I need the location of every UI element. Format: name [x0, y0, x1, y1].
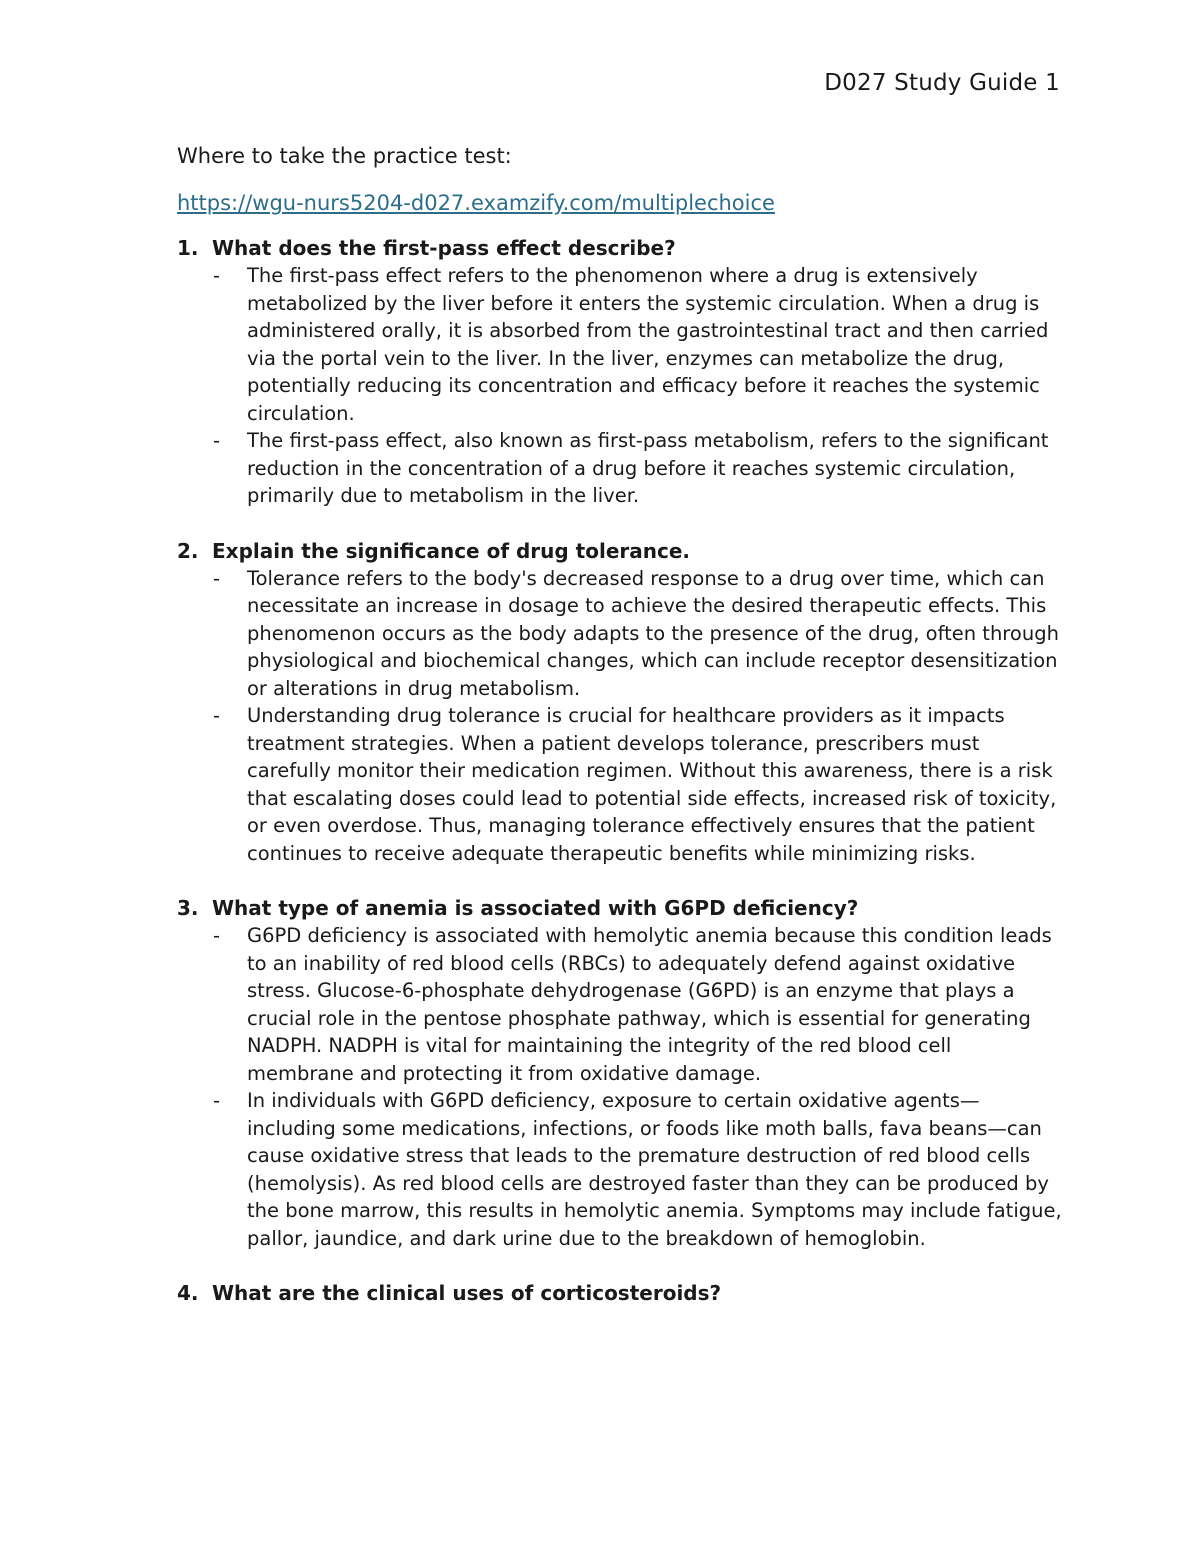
answer-text: Understanding drug tolerance is crucial for healthcare providers as it impacts treatment strategies. When a patient develops tolerance, prescribers must carefully monitor their medication regimen. Without this awareness, there is a risk that escalating doses could lead to potential side effects, increased risk of toxicity, or even overdose. Thus, managing tolerance effectively ensures that the patient continues to receive adequate therapeutic benefits while minimizing risks. [247, 704, 1057, 865]
question-number: 3. [177, 896, 199, 920]
bullet-dash: - [213, 1089, 221, 1112]
bullet-dash: - [213, 924, 221, 947]
answer-item [177, 262, 1077, 427]
bullet-dash: - [213, 264, 221, 287]
document-header-title: D027 Study Guide 1 [824, 70, 1060, 96]
answer-list [177, 922, 1077, 1252]
answer-text: Tolerance refers to the body's decreased response to a drug over time, which can necessitate an increase in dosage to achieve the desired therapeutic effects. This phenomenon occurs as the body adapts to the presence of the drug, often through physiological and biochemical changes, which can include receptor desensitization or alterations in drug metabolism. [247, 566, 1059, 700]
question-item [177, 234, 1077, 510]
question-item [177, 1279, 1077, 1307]
answer-text: In individuals with G6PD deficiency, exposure to certain oxidative agents—including some medications, infections, or foods like moth balls, fava beans—can cause oxidative stress that leads to the premature destruction of red blood cells (hemolysis). As red blood cells are destroyed faster than they can be produced by the bone marrow, this results in hemolytic anemia. Symptoms may include fatigue, pallor, jaundice, and dark urine due to the breakdown of hemoglobin. [247, 1089, 1062, 1250]
question-number: 2. [177, 538, 199, 563]
answer-item [177, 565, 1077, 703]
answer-item [177, 702, 1077, 867]
answer-text: The first-pass effect, also known as first-pass metabolism, refers to the significant reduction in the concentration of a drug before it reaches systemic circulation, primarily due to metabolism in the liver. [247, 429, 1049, 507]
answer-item [177, 922, 1077, 1087]
question-title: What are the clinical uses of corticosteroids? [212, 1281, 722, 1305]
bullet-dash: - [213, 704, 221, 727]
answer-list [177, 262, 1077, 510]
question-number: 1. [177, 236, 199, 260]
answer-list [177, 565, 1077, 868]
answer-text: G6PD deficiency is associated with hemolytic anemia because this condition leads to an inability of red blood cells (RBCs) to adequately defend against oxidative stress. Glucose-6-phosphate dehydrogenase (G6PD) is an enzyme that plays a crucial role in the pentose phosphate pathway, which is essential for generating NADPH. NADPH is vital for maintaining the integrity of the red blood cell membrane and protecting it from oxidative damage. [247, 924, 1052, 1085]
answer-item [177, 427, 1077, 510]
question-title: What type of anemia is associated with G6PD deficiency? [212, 896, 859, 920]
question-title: What does the first-pass effect describe? [212, 236, 676, 260]
question-heading [177, 894, 1077, 922]
practice-test-link[interactable]: https://wgu-nurs5204-d027.examzify.com/multiplechoice [177, 191, 775, 215]
question-heading [177, 537, 1077, 565]
question-item [177, 537, 1077, 868]
bullet-dash: - [213, 429, 221, 452]
answer-item [177, 1087, 1077, 1252]
practice-test-label: Where to take the practice test: [177, 144, 512, 168]
answer-text: The first-pass effect refers to the phenomenon where a drug is extensively metabolized by the liver before it enters the systemic circulation. When a drug is administered orally, it is absorbed from the gastrointestinal tract and then carried via the portal vein to the liver. In the liver, enzymes can metabolize the drug, potentially reducing its concentration and efficacy before it reaches the systemic circulation. [247, 264, 1049, 425]
question-item [177, 894, 1077, 1252]
question-number: 4. [177, 1281, 199, 1305]
question-list [177, 234, 1077, 1307]
question-heading [177, 234, 1077, 262]
question-title: Explain the significance of drug tolerance. [212, 538, 691, 563]
bullet-dash: - [213, 566, 221, 590]
question-heading [177, 1279, 1077, 1307]
